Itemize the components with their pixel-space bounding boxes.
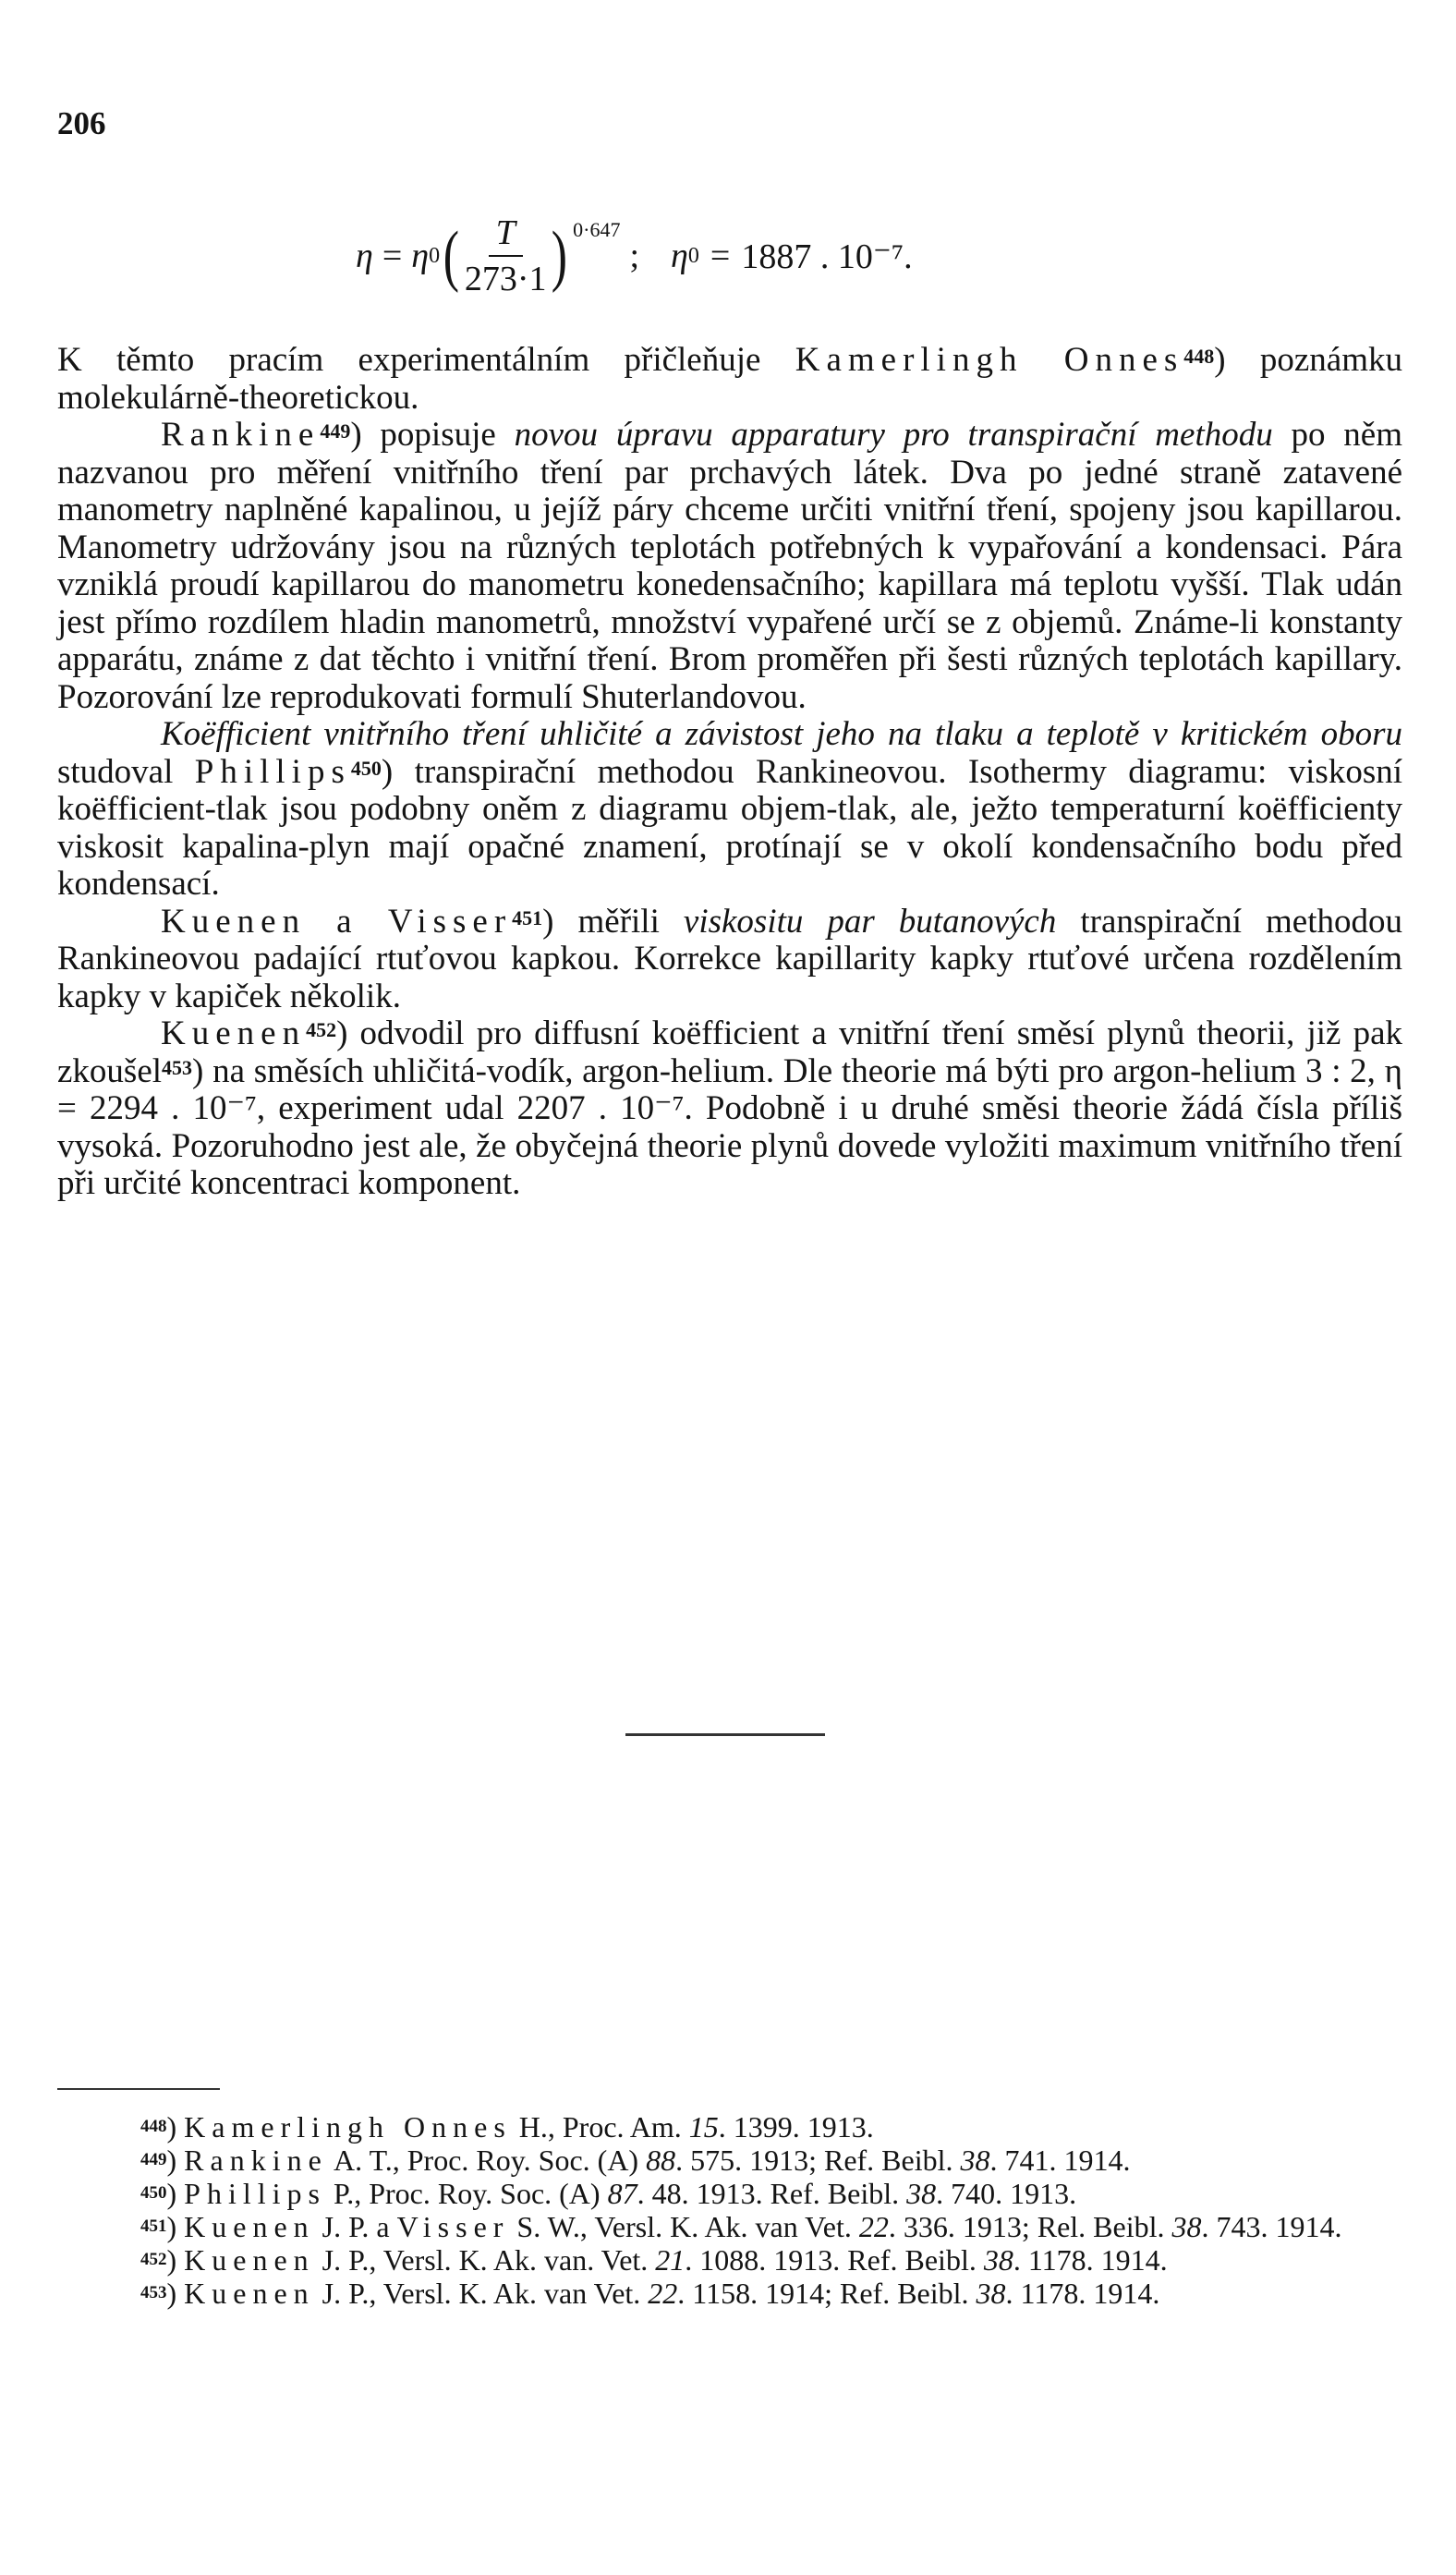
footnote-author: Kuenen: [184, 2243, 315, 2277]
footnote-volume: 21: [655, 2243, 686, 2277]
footnote-text: . 741. 1914.: [989, 2144, 1131, 2177]
footnote-ref-452: 452: [306, 1018, 337, 1041]
paragraph-5: [57, 1015, 1402, 1203]
formula-eta0-sub: 0: [429, 243, 441, 268]
formula-value: 1887 . 10⁻⁷.: [741, 237, 913, 276]
para3-text-a: studoval: [57, 752, 195, 791]
footnote-text: S. W., Versl. K. Ak. van Vet.: [509, 2210, 859, 2243]
footnote-author: Phillips: [184, 2177, 326, 2210]
para1-text-a: K těmto pracím experimentálním přičleňuje: [57, 341, 795, 379]
footnote-451: $^{451}$) Kuenen J. P. a Visser S. W., Versl. K. Ak. van Vet. 22. 336. 1913; Rel. Beibl. 38. 743. 1914.: [140, 2210, 1342, 2243]
footnote-volume: 38: [983, 2243, 1013, 2277]
footnote-author: Kamerlingh Onnes: [184, 2110, 512, 2144]
footnote-ref-453: 453: [162, 1055, 193, 1079]
footnote-text: J. P. a: [314, 2210, 397, 2243]
footnote-text: . 1158. 1914; Ref. Beibl.: [677, 2277, 977, 2310]
author-phillips: Phillips: [194, 752, 351, 791]
footnote-ref-451: 451: [512, 905, 543, 929]
para2-emphasis: novou úpravu apparatury pro transpirační methodu: [514, 416, 1273, 454]
footnote-text: . 1178. 1914.: [1005, 2277, 1160, 2310]
para1-text-b: ) poznámku molekulárně-theoretickou.: [57, 341, 1402, 417]
formula-eta0: η: [411, 237, 430, 275]
formula-separator: ;: [629, 237, 640, 275]
paragraph-4: [57, 904, 1402, 1016]
formula-eta0-b: η: [671, 237, 688, 275]
footnote-text: . 48. 1913. Ref. Beibl.: [637, 2177, 907, 2210]
footnote-number: 451: [140, 2217, 167, 2236]
footnote-volume: 38: [1171, 2210, 1202, 2243]
author-kuenen: Kuenen: [161, 1014, 307, 1052]
para2-text-b: po něm nazvanou pro měření vnitřního tření par prchavých látek. Dva po jedné straně zatavené manometry naplněné kapalinou, u jejíž páry chceme určiti vnitřní tření, spojeny jsou kapillarou. Manometry udržovány jsou na různých teplotách potřebných k vypařování a kondensaci. Pára vzniklá proudí kapillarou do manometru konedensačního; kapillara má teplotu vyšší. Tlak udán jest přímo rozdílem hladin manometrů, množství vypařené určí se z objemů. Známe-li konstanty apparátu, známe z dat těchto i vnitřní tření. Brom proměřen při šesti různých teplotách kapillary. Pozorování lze reprodukovati formulí Shuterlandovou.: [57, 416, 1403, 716]
paragraph-2: [57, 417, 1402, 716]
para2-text-a: ) popisuje: [350, 416, 515, 454]
footnote-author: Visser: [396, 2210, 510, 2243]
para3-text-b: ) transpirační methodou Rankineovou. Isothermy diagramu: viskosní koëfficient-tlak jsou podobny oněm z diagramu objem-tlak, ale, ježto temperaturní koëfficienty viskosit kapalina-plyn mají opačné znamení, protínají se v okolí kondensačního bodu před kondensací.: [57, 752, 1403, 903]
footnote-number: 453: [140, 2283, 167, 2302]
footnote-number: 448: [140, 2117, 167, 2136]
footnote-volume: 38: [976, 2277, 1006, 2310]
footnote-ref-449: 449: [320, 419, 351, 443]
formula-numerator: T: [489, 213, 523, 257]
footnote-text: . 740. 1913.: [936, 2177, 1077, 2210]
footnote-450: $^{450}$) Phillips P., Proc. Roy. Soc. (A) 87. 48. 1913. Ref. Beibl. 38. 740. 1913.: [140, 2177, 1077, 2210]
footnote-text: . 336. 1913; Rel. Beibl.: [888, 2210, 1172, 2243]
formula-exponent: 0·647: [573, 218, 621, 241]
formula-denominator: 273·1: [464, 260, 547, 298]
footnote-text: . 575. 1913; Ref. Beibl.: [675, 2144, 961, 2177]
paragraph-3: [57, 716, 1402, 904]
footnote-text: . 1178. 1914.: [1013, 2243, 1168, 2277]
footnote-volume: 15: [688, 2110, 719, 2144]
footnote-ref-450: 450: [350, 756, 382, 780]
footnote-448: $^{448}$) Kamerlingh Onnes H., Proc. Am. 15. 1399. 1913.: [140, 2110, 874, 2144]
footnote-453: $^{453}$) Kuenen J. P., Versl. K. Ak. van Vet. 22. 1158. 1914; Ref. Beibl. 38. 1178. 1914.: [140, 2277, 1160, 2310]
footnote-rule: [57, 2088, 220, 2090]
footnote-text: . 1399. 1913.: [718, 2110, 874, 2144]
author-kuenen-visser: Kuenen a Visser: [161, 902, 513, 941]
footnote-author: Kuenen: [184, 2210, 315, 2243]
footnote-text: . 743. 1914.: [1201, 2210, 1342, 2243]
formula-eta: η: [356, 237, 373, 275]
formula-fraction: [465, 213, 547, 299]
footnote-number: 452: [140, 2250, 167, 2269]
para4-emphasis: viskositu par butanových: [683, 902, 1057, 941]
body-text: [57, 342, 1402, 1203]
footnote-text: J. P., Versl. K. Ak. van Vet.: [314, 2277, 649, 2310]
footnote-452: $^{452}$) Kuenen J. P., Versl. K. Ak. van. Vet. 21. 1088. 1913. Ref. Beibl. 38. 1178. 1914.: [140, 2243, 1168, 2277]
author-rankine: Rankine: [161, 416, 321, 454]
footnote-number: 449: [140, 2150, 167, 2169]
para4-text-a: ) měřili: [542, 902, 684, 941]
footnote-author: Kuenen: [184, 2277, 315, 2310]
author-kamerlingh-onnes: Kamerlingh Onnes: [795, 341, 1184, 379]
footnote-volume: 88: [646, 2144, 676, 2177]
paragraph-1: [57, 342, 1402, 417]
footnotes: [57, 2088, 1399, 2310]
formula-eta0-b-sub: 0: [687, 243, 699, 268]
footnote-text: H., Proc. Am.: [511, 2110, 689, 2144]
page-number: 206: [57, 105, 106, 141]
footnote-volume: 87: [607, 2177, 637, 2210]
formula-equals-2: =: [710, 237, 731, 275]
footnote-text: . 1088. 1913. Ref. Beibl.: [685, 2243, 984, 2277]
formula-paren-right: ): [552, 218, 568, 294]
para5-text-a: ) odvodil pro diffusní koëfficient a vnitřní tření směsí plynů theorii, již pak zkoušel: [57, 1014, 1402, 1090]
footnote-volume: 22: [648, 2277, 678, 2310]
footnote-volume: 38: [960, 2144, 990, 2177]
footnote-text: J. P., Versl. K. Ak. van. Vet.: [314, 2243, 656, 2277]
para4-text-b: transpirační methodou Rankineovou padající rtuťovou kapkou. Korrekce kapillarity kapky rtuťové určena rozdělením kapky v kapiček několik.: [57, 902, 1402, 1015]
footnote-volume: 22: [858, 2210, 889, 2243]
para5-text-b: ) na směsích uhličitá-vodík, argon-helium. Dle theorie má býti pro argon-helium 3 : 2, η = 2294 . 10⁻⁷, experiment udal 2207 . 10⁻⁷. Podobně i u druhé směsi theorie žádá čísla příliš vysoká. Pozoruhodno jest ale, že obyčejná theorie plynů dovede vyložiti maximum vnitřního tření při určité koncentraci komponent.: [57, 1051, 1402, 1202]
footnote-author: Rankine: [184, 2144, 328, 2177]
para3-emphasis: Koëfficient vnitřního tření uhličité a závistost jeho na tlaku a teplotě v kritickém oboru: [161, 715, 1402, 753]
formula-paren-left: (: [443, 218, 460, 294]
formula-equals: =: [382, 237, 403, 275]
footnote-text: A. T., Proc. Roy. Soc. (A): [327, 2144, 647, 2177]
formula: [356, 205, 1280, 307]
footnote-number: 450: [140, 2183, 167, 2203]
footnote-text: P., Proc. Roy. Soc. (A): [325, 2177, 608, 2210]
footnote-ref-448: 448: [1183, 345, 1215, 368]
section-divider: [625, 1733, 825, 1736]
footnote-449: $^{449}$) Rankine A. T., Proc. Roy. Soc. (A) 88. 575. 1913; Ref. Beibl. 38. 741. 1914.: [140, 2144, 1131, 2177]
footnote-volume: 38: [906, 2177, 937, 2210]
